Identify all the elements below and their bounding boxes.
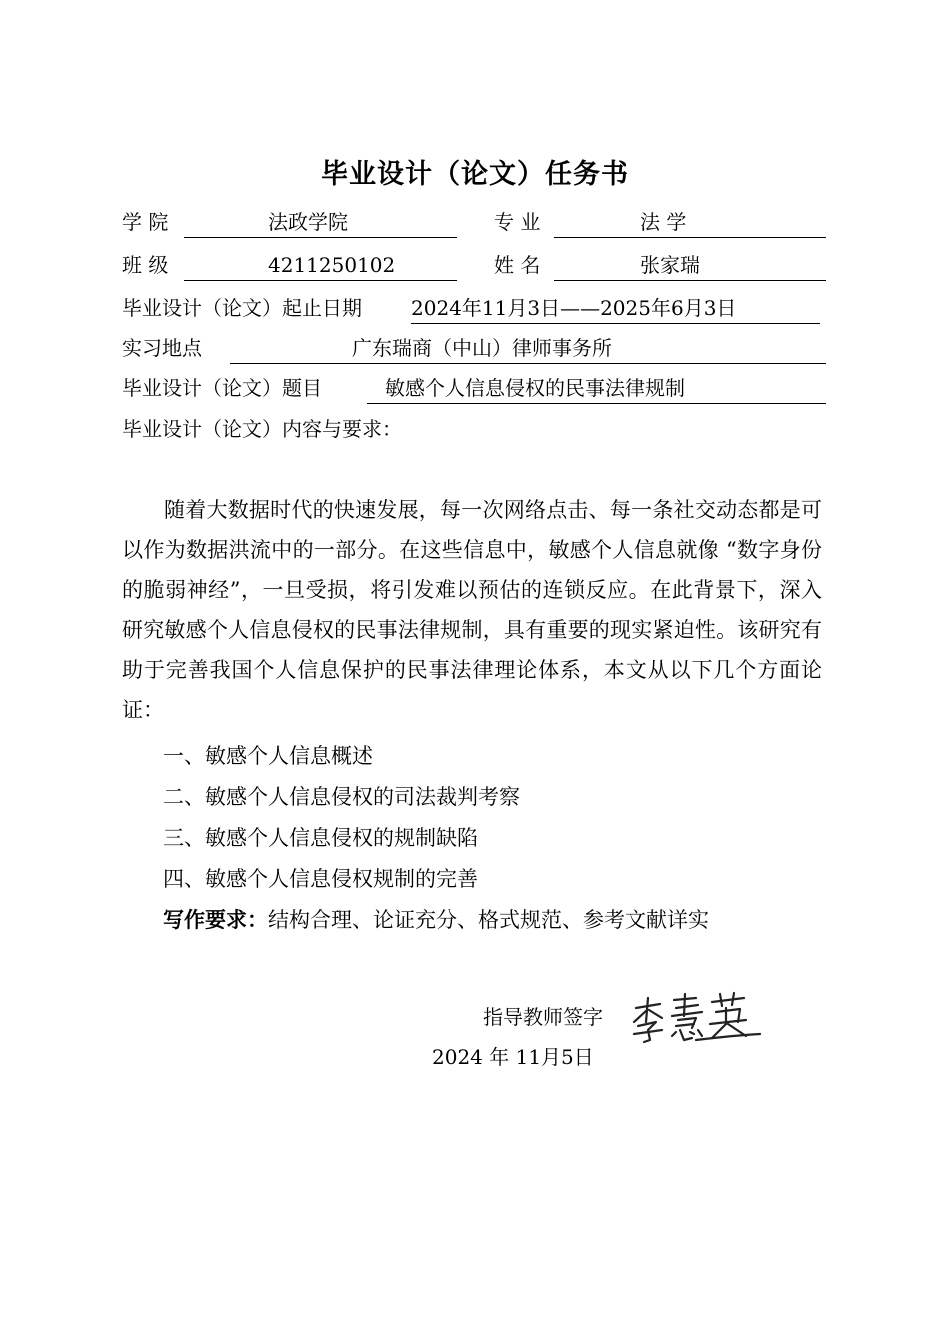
major-value: 法 学 [640,210,687,234]
class-field [184,250,457,281]
list-item: 四、敏感个人信息侵权规制的完善 [163,867,478,891]
list-item: 三、敏感个人信息侵权的规制缺陷 [163,826,478,850]
college-label: 学 院 [122,210,169,234]
college-major-row [122,207,827,237]
major-field [554,207,826,238]
internship-label: 实习地点 [122,336,202,360]
major-label: 专 业 [494,210,541,234]
content-label-row [122,414,827,444]
document-title: 毕业设计（论文）任务书 [321,159,629,190]
advisor-signature-label: 指导教师签字 [483,1005,603,1029]
internship-value: 广东瑞商（中山）律师事务所 [352,336,612,360]
list-item: 二、敏感个人信息侵权的司法裁判考察 [163,785,520,809]
requirements-label: 写作要求： [163,907,268,932]
topic-value: 敏感个人信息侵权的民事法律规制 [385,376,685,400]
period-label: 毕业设计（论文）起止日期 [122,296,362,320]
college-field [184,207,457,238]
name-label: 姓 名 [494,253,541,277]
topic-field [367,373,826,404]
requirements-text: 结构合理、论证充分、格式规范、参考文献详实 [268,908,709,932]
name-field [554,250,826,281]
topic-label: 毕业设计（论文）题目 [122,376,322,400]
list-item: 一、敏感个人信息概述 [163,744,373,768]
class-name-row [122,250,827,280]
signature-date: 2024 年 11月5日 [432,1045,594,1069]
period-field [411,293,820,324]
requirements-line [163,905,709,935]
internship-row [122,333,827,363]
class-label: 班 级 [122,253,169,277]
class-value: 4211250102 [268,253,396,277]
name-value: 张家瑞 [640,253,700,277]
handwritten-signature [626,990,762,1046]
content-label: 毕业设计（论文）内容与要求： [122,417,402,441]
topic-row [122,373,827,403]
content-paragraph: 随着大数据时代的快速发展，每一次网络点击、每一条社交动态都是可以作为数据洪流中的一部分。在这些信息中，敏感个人信息就像 “数字身份的脆弱神经”，一旦受损，将引发难以预估的连锁反应。在此背景下，深入研究敏感个人信息侵权的民事法律规制，具有重要的现实紧迫性。该研究有助于完善我国个人信息保护的民事法律理论体系，本文从以下几个方面论证： [122,498,822,722]
internship-field [230,333,826,364]
period-row [122,293,827,323]
college-value: 法政学院 [268,210,348,234]
period-value: 2024年11月3日——2025年6月3日 [411,296,737,320]
